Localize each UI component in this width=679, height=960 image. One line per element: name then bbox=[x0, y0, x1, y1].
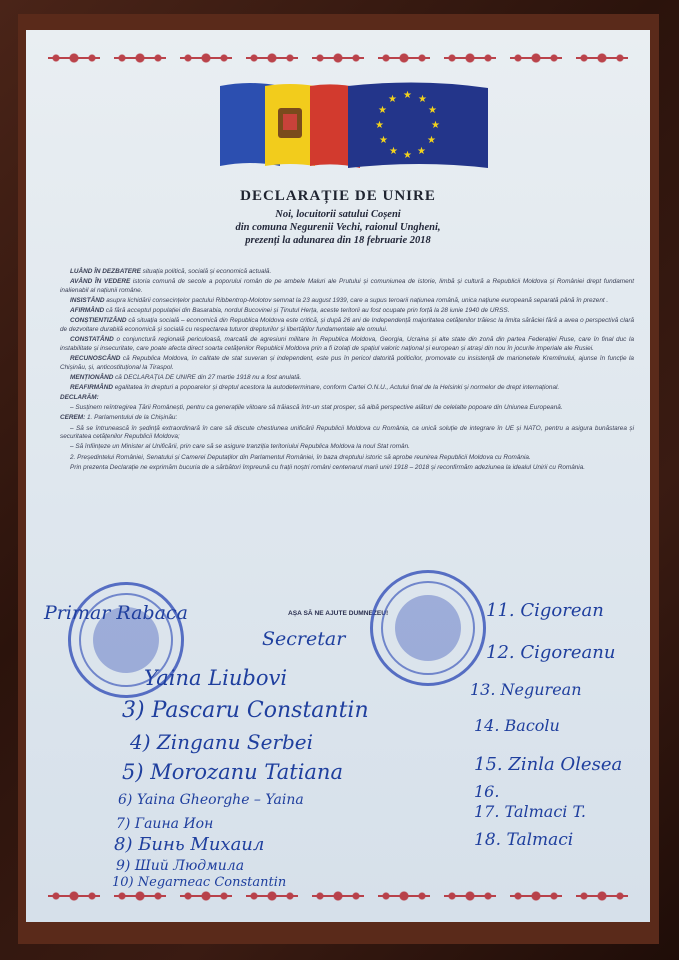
signature-line: 9) Ший Людмила bbox=[116, 858, 245, 874]
paragraph: LUÂND ÎN DEZBATERE situația politică, socială și economică actuală. bbox=[70, 268, 272, 275]
signature-line: 18. Talmaci bbox=[474, 830, 574, 850]
stamp-left-icon bbox=[68, 582, 184, 698]
signature-line: 8) Бинь Михаил bbox=[114, 834, 265, 855]
svg-text:★: ★ bbox=[431, 120, 440, 131]
svg-text:★: ★ bbox=[417, 146, 426, 157]
eu-flag-icon bbox=[348, 82, 488, 168]
paragraph: MENȚIONÂND că DECLARAȚIA DE UNIRE din 27 martie 1918 nu a fost anulată. bbox=[70, 373, 302, 381]
signature-line: 15. Zinla Olesea bbox=[474, 754, 623, 775]
svg-text:★: ★ bbox=[375, 120, 384, 131]
cerem-item: – Să se întrunească în ședință extraordinară în care să discute chestiunea unificării Republicii Moldova cu România, ca unică soluție de integrare în UE și NATO, pentru a asigura bunăstarea și securitatea cetățenilor Republicii Moldova; bbox=[60, 424, 634, 441]
signature-line: 3) Pascaru Constantin bbox=[122, 698, 369, 723]
moldova-flag-icon bbox=[220, 83, 360, 168]
svg-text:★: ★ bbox=[403, 90, 412, 101]
paragraph: RECUNOSCÂND că Republica Moldova, în calitate de stat suveran și independent, este pus în pericol datorită politicilor, promovate cu insistență de marionetele Kremlinului, ajunse în funcție la Chișinău, și, anticostituțional la Tiraspol. bbox=[60, 354, 634, 371]
document-title: DECLARAȚIE DE UNIRE bbox=[240, 188, 436, 204]
flags-moldova-eu-icon bbox=[220, 80, 490, 170]
signature-line: Primar Rabaca bbox=[44, 602, 188, 624]
signature-line: 4) Zinganu Serbei bbox=[130, 730, 314, 754]
paragraph: AVÂND ÎN VEDERE istoria comună de secole a poporului român de pe ambele Maluri ale Prutului și comuniunea de istorie, limbă și cultură a Republicii Moldova și României drept fundament inalienabil al națiunii române. bbox=[60, 278, 634, 294]
motto: AȘA SĂ NE AJUTE DUMNEZEU! bbox=[288, 610, 389, 617]
signature-line: Yaina Liubovi bbox=[144, 666, 288, 690]
paragraph: AFIRMÂND că fără acceptul populației din Basarabia, nordul Bucovinei și Ținutul Herța, aceste teritorii au fost ocupate prin forță la 28 iunie 1940 de URSS. bbox=[70, 307, 510, 315]
ending-text: Prin prezenta Declarație ne exprimăm bucuria de a sărbători împreună cu frații noștri români centenarul marii uniri 1918 – 2018 și reconfirmăm adeziunea la idealul Unirii cu România. bbox=[70, 463, 586, 471]
cerem-item: 2. Președintelui României, Senatului și Camerei Deputaților din Parlamentul României, în baza dreptului istoric să aprobe reunirea Republicii Moldova cu România. bbox=[70, 453, 531, 461]
svg-text:★: ★ bbox=[378, 105, 387, 116]
subtitle-line: din comuna Negurenii Vechi, raionul Ungheni, bbox=[235, 222, 441, 233]
svg-text:★: ★ bbox=[389, 146, 398, 157]
declaration-body bbox=[60, 268, 634, 474]
cerem-heading: CEREM: 1. Parlamentului de la Chișinău: bbox=[60, 414, 178, 422]
signature-line: 5) Morozanu Tatiana bbox=[122, 760, 343, 784]
signature-line: 10) Negarneac Constantin bbox=[112, 875, 287, 890]
signature-line: 12. Cigoreanu bbox=[486, 642, 616, 663]
subtitle-line: prezenți la adunarea din 18 februarie 2018 bbox=[245, 235, 431, 246]
paragraph: REAFIRMÂND egalitatea în drepturi a popoarelor și dreptul acestora la autodeterminare, conform Cartei O.N.U., Actului final de la Helsinki și normelor de drept internațional. bbox=[70, 383, 560, 391]
document-sheet bbox=[26, 30, 650, 922]
document-subtitle bbox=[26, 208, 650, 247]
declaram-label: DECLARĂM: bbox=[60, 394, 99, 402]
svg-text:★: ★ bbox=[418, 94, 427, 105]
signature-line: 11. Cigorean bbox=[486, 600, 604, 621]
ornament-border-top bbox=[48, 52, 628, 66]
ornament-border-bottom bbox=[48, 890, 628, 904]
svg-text:★: ★ bbox=[403, 150, 412, 161]
svg-text:★: ★ bbox=[428, 105, 437, 116]
signature-line: 17. Talmaci T. bbox=[474, 802, 586, 821]
svg-text:★: ★ bbox=[427, 135, 436, 146]
signature-line: 16. bbox=[474, 782, 500, 801]
signature-line: Secretar bbox=[262, 628, 346, 650]
cerem-item: – Să înființeze un Minister al Unificării, prin care să se asigure tranziția teritoriului Republica Moldova la noul Stat român. bbox=[70, 443, 410, 451]
signature-line: 13. Negurean bbox=[470, 680, 582, 699]
paragraph: CONSTATÂND o conjunctură regională periculoasă, marcată de agresiuni militare în Republica Moldova, Georgia, Ucraina și alte state din zonă din partea Federației Ruse, care în final duc la instabilitate și insecuritate, care poate afecta direct soarta cetățenilor Republicii Moldova prin a fi izolați de spațiul valoric național și european și atrași din nou în jocurile imperiale ale Rusiei. bbox=[60, 336, 634, 352]
paragraph: INSISTÂND asupra lichidării consecințelor pactului Ribbentrop-Molotov semnat la 23 august 1939, care a supus teroarii națiunea română, unica națiune europeană separată până în prezent . bbox=[70, 296, 609, 304]
subtitle-line: Noi, locuitorii satului Coșeni bbox=[275, 209, 401, 220]
signature-line: 7) Гаина Ион bbox=[116, 816, 214, 832]
declaram-item: – Susținem reîntregirea Țării Românești, pentru ca generațiile viitoare să trăiască într-un stat prosper, să aibă perspective alături de celelalte popoare din Uniunea Europeană. bbox=[70, 404, 563, 412]
svg-text:★: ★ bbox=[379, 135, 388, 146]
svg-text:★: ★ bbox=[388, 94, 397, 105]
paragraph: CONȘTIENTIZÂND că situația socială – economică din Republica Moldova este critică, și după 26 ani de Independență majoritatea cetățenilor trăiesc la limita sărăciei fără a avea o perspectivă clară de dezvoltare durabilă economică și socială cu respectarea tuturor drepturilor și libertăților fundamentale ale omului. bbox=[60, 317, 634, 333]
signature-line: 14. Bacolu bbox=[474, 716, 560, 735]
signature-line: 6) Yaina Gheorghe – Yaina bbox=[118, 792, 304, 808]
stamp-right-icon bbox=[370, 570, 486, 686]
